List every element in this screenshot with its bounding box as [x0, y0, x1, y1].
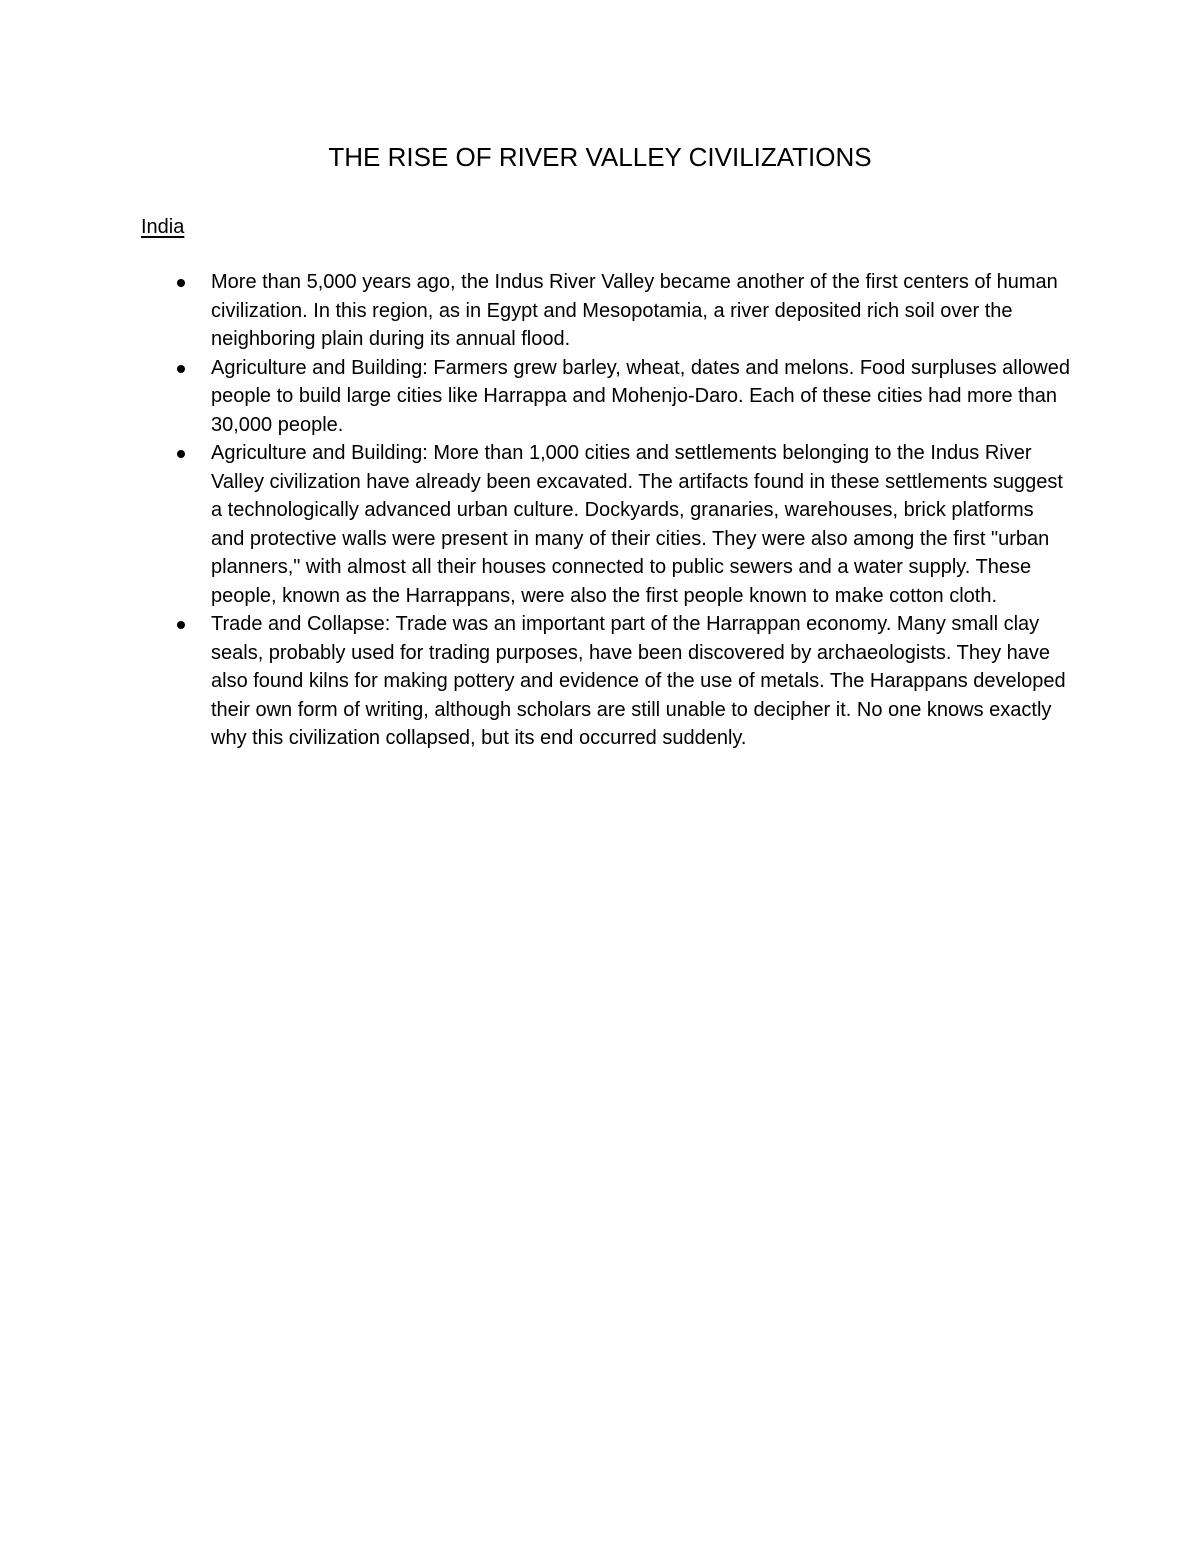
bullet-list: [211, 268, 1071, 753]
list-item: [211, 268, 1071, 354]
bullet-dot-icon: [177, 450, 185, 458]
section-heading-india: India: [141, 216, 185, 238]
list-item-text: Trade and Collapse: Trade was an important part of the Harrappan economy. Many small clay seals, probably used for trading purposes, have been discovered by archaeologists. They have also found kilns for making pottery and evidence of the use of metals. The Harappans developed their own form of writing, although scholars are still unable to decipher it. No one knows exactly why this civilization collapsed, but its end occurred suddenly.: [211, 613, 1066, 749]
list-item-text: Agriculture and Building: Farmers grew barley, wheat, dates and melons. Food surpluses allowed people to build large cities like Harrappa and Mohenjo-Daro. Each of these cities had more than 30,000 people.: [211, 356, 1070, 436]
list-item: [211, 439, 1071, 610]
bullet-dot-icon: [177, 621, 185, 629]
bullet-dot-icon: [177, 365, 185, 373]
list-item-text: Agriculture and Building: More than 1,000 cities and settlements belonging to the Indus River Valley civilization have already been excavated. The artifacts found in these settlements suggest a technologically advanced urban culture. Dockyards, granaries, warehouses, brick platforms and protective walls were present in many of their cities. They were also among the first "urban planners," with almost all their houses connected to public sewers and a water supply. These people, known as the Harrappans, were also the first people known to make cotton cloth.: [211, 442, 1063, 607]
list-item-text: More than 5,000 years ago, the Indus River Valley became another of the first centers of human civilization. In this region, as in Egypt and Mesopotamia, a river deposited rich soil over the neighboring plain during its annual flood.: [211, 271, 1058, 350]
list-item: [211, 610, 1071, 753]
bullet-dot-icon: [177, 279, 185, 287]
list-item: [211, 354, 1071, 440]
page-title: THE RISE OF RIVER VALLEY CIVILIZATIONS: [328, 142, 872, 172]
